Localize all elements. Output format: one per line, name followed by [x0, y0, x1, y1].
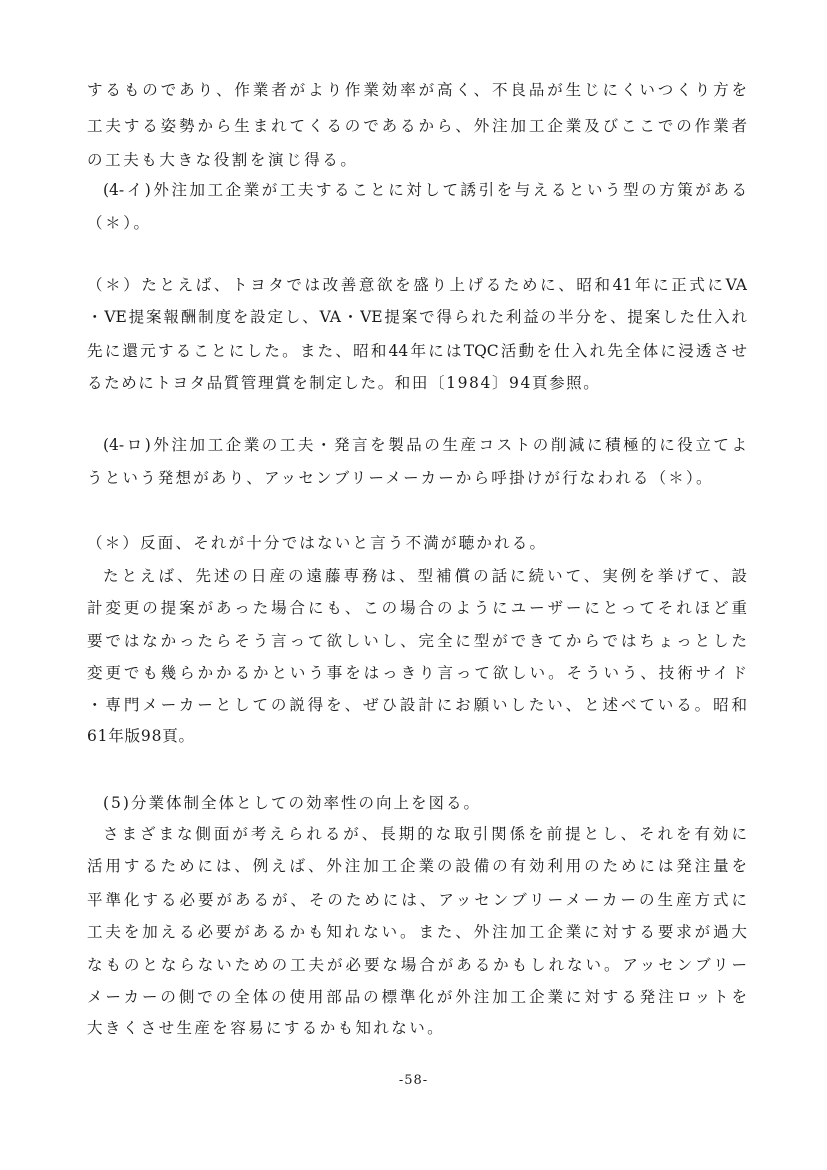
text-line: の工夫も大きな役割を演じ得る。 — [87, 151, 359, 169]
text-line: 大きくさせ生産を容易にするかも知れない。 — [87, 1019, 446, 1037]
text-line: うという発想があり、アッセンブリーメーカーから呼掛けが行なわれる（＊）。 — [87, 469, 714, 487]
text-line: 活用するためには、例えば、外注加工企業の設備の有効利用のためには発注量を — [87, 857, 747, 875]
footnote-line: 変更でも幾らかかるかという事をはっきり言って欲しい。そういう、技術サイド — [87, 664, 747, 682]
footnote-line: 計変更の提案があった場合にも、この場合のようにユーザーにとってそれほど重 — [87, 599, 747, 617]
footnote-line: 61年版98頁。 — [87, 727, 195, 745]
footnote-line: （＊）反面、それが十分ではないと言う不満が聴かれる。 — [87, 534, 548, 552]
text-line: （＊）。 — [87, 214, 152, 232]
text-line: 工夫する姿勢から生まれてくるのであるから、外注加工企業及びここでの作業者 — [87, 117, 747, 135]
footnote-line: ・専門メーカーとしての説得を、ぜひ設計にお願いしたい、と述べている。昭和 — [87, 696, 747, 714]
text-line: なものとならないための工夫が必要な場合があるかもしれない。アッセンブリー — [87, 956, 747, 974]
footnote-line: （＊）たとえば、トヨタでは改善意欲を盛り上げるために、昭和41年に正式にVA — [87, 276, 747, 294]
footnote-line: ・VE提案報酬制度を設定し、VA・VE提案で得られた利益の半分を、提案した仕入れ — [87, 308, 747, 326]
footnote-line: るためにトヨタ品質管理賞を制定した。和田〔1984〕94頁参照。 — [87, 374, 601, 392]
text-line: 平準化する必要があるが、そのためには、アッセンブリーメーカーの生産方式に — [87, 891, 747, 909]
text-line: (4-ロ)外注加工企業の工夫・発言を製品の生産コストの削減に積極的に役立てよ — [103, 436, 747, 454]
section-heading: (5)分業体制全体としての効率性の向上を図る。 — [103, 794, 481, 812]
text-line: さまざまな側面が考えられるが、長期的な取引関係を前提とし、それを有効に — [103, 825, 747, 843]
footnote-line: 先に還元することにした。また、昭和44年にはTQC活動を仕入れ先全体に浸透させ — [87, 342, 747, 360]
text-line: するものであり、作業者がより作業効率が高く、不良品が生じにくいつくり方を — [87, 81, 747, 99]
footnote-line: 要ではなかったらそう言って欲しいし、完全に型ができてからではちょっとした — [87, 632, 747, 650]
text-line: (4-イ)外注加工企業が工夫することに対して誘引を与えるという型の方策がある — [103, 181, 747, 199]
text-line: 工夫を加える必要があるかも知れない。また、外注加工企業に対する要求が過大 — [87, 923, 747, 941]
text-line: メーカーの側での全体の使用部品の標準化が外注加工企業に対する発注ロットを — [87, 988, 747, 1006]
page-number: -58- — [398, 1073, 429, 1088]
footnote-line: たとえば、先述の日産の遠藤専務は、型補償の話に続いて、実例を挙げて、設 — [103, 567, 747, 585]
